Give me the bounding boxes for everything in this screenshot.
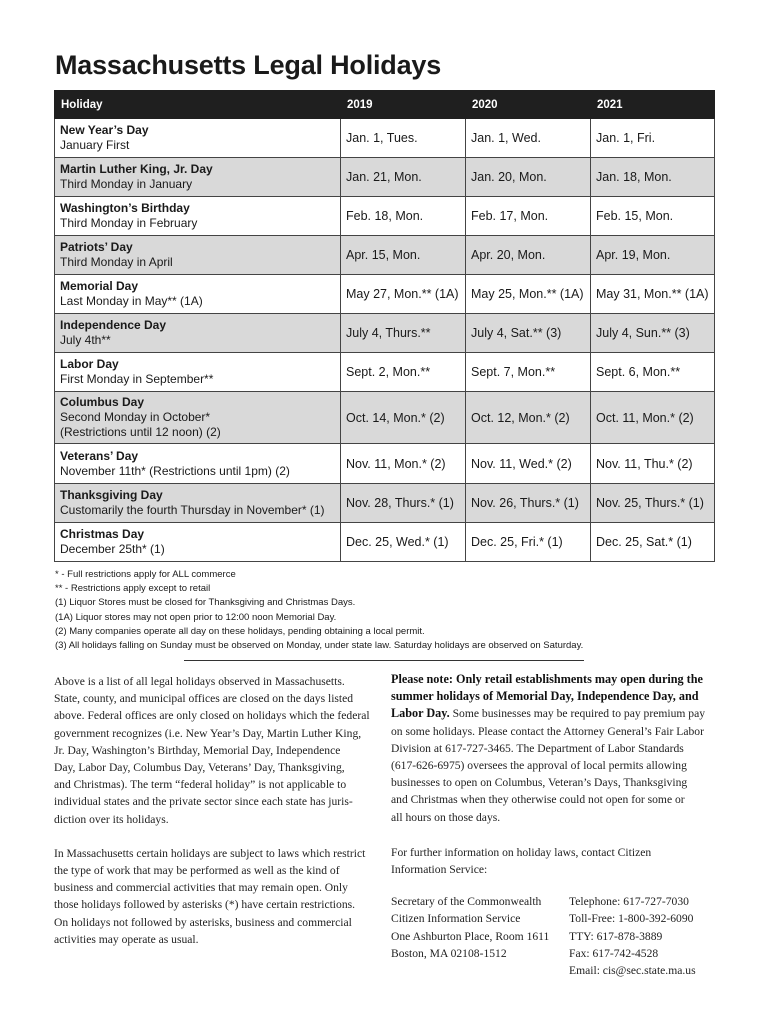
date-cell-2020: Nov. 11, Wed.* (2) <box>466 444 591 484</box>
holiday-cell <box>55 158 341 197</box>
table-row <box>55 523 715 562</box>
holiday-name: Columbus Day <box>60 395 145 409</box>
text-line: and Christmas when they otherwise could not open for some or <box>391 793 685 807</box>
holiday-rule: Last Monday in May** (1A) <box>60 294 203 308</box>
right-column <box>391 671 716 878</box>
header-2021: 2021 <box>591 91 715 119</box>
holiday-name: Martin Luther King, Jr. Day <box>60 162 213 176</box>
holiday-cell <box>55 484 341 523</box>
contact-phones <box>569 893 729 979</box>
date-cell-2019: Nov. 11, Mon.* (2) <box>341 444 466 484</box>
holiday-cell <box>55 119 341 158</box>
holiday-name: New Year’s Day <box>60 123 149 137</box>
address-line: Citizen Information Service <box>391 912 521 926</box>
text-line: businesses to open on Columbus, Veteran’s Days, Thanksgiving <box>391 776 688 790</box>
text-line: Division at 617-727-3465. The Department of Labor Standards <box>391 741 684 755</box>
date-cell-2021: Jan. 1, Fri. <box>591 119 715 158</box>
date-cell-2021: Dec. 25, Sat.* (1) <box>591 523 715 562</box>
text-line: business and commercial activities that may remain open. Only <box>54 881 348 895</box>
table-row <box>55 236 715 275</box>
table-row <box>55 484 715 523</box>
date-cell-2019: Sept. 2, Mon.** <box>341 353 466 392</box>
restrictions-paragraph <box>54 845 376 948</box>
date-cell-2020: Oct. 12, Mon.* (2) <box>466 392 591 444</box>
table-row <box>55 314 715 353</box>
email-link[interactable]: Email: cis@sec.state.ma.us <box>569 964 696 978</box>
date-cell-2020: Jan. 1, Wed. <box>466 119 591 158</box>
header-2020: 2020 <box>466 91 591 119</box>
table-row <box>55 392 715 444</box>
text-line: the type of work that may be performed as well as the kind of <box>54 864 340 878</box>
text-line: On holidays not followed by asterisks, business and commercial <box>54 915 352 929</box>
text-line: individual states and the private sector since each state has juris- <box>54 795 353 809</box>
text-line: and Christmas). The term “federal holiday” is not applicable to <box>54 778 347 792</box>
table-header-row <box>55 91 715 119</box>
holiday-rule: Third Monday in April <box>60 255 173 269</box>
date-cell-2021: Oct. 11, Mon.* (2) <box>591 392 715 444</box>
holiday-cell <box>55 353 341 392</box>
holiday-cell <box>55 275 341 314</box>
holiday-name: Veterans’ Day <box>60 448 139 463</box>
holiday-cell <box>55 236 341 275</box>
table-row <box>55 353 715 392</box>
date-cell-2020: Nov. 26, Thurs.* (1) <box>466 484 591 523</box>
holiday-name: Memorial Day <box>60 279 139 293</box>
date-cell-2019: Feb. 18, Mon. <box>341 197 466 236</box>
date-cell-2020: July 4, Sat.** (3) <box>466 314 591 353</box>
footnote: ** - Restrictions apply except to retail <box>55 583 211 595</box>
holiday-cell <box>55 392 341 444</box>
tty: TTY: 617-878-3889 <box>569 929 663 943</box>
holiday-rule: Third Monday in January <box>60 177 193 191</box>
text-line: summer holidays of Memorial Day, Independence Day, and <box>391 689 699 704</box>
date-cell-2020: Feb. 17, Mon. <box>466 197 591 236</box>
date-cell-2021: Nov. 25, Thurs.* (1) <box>591 484 715 523</box>
text-line: Above is a list of all legal holidays observed in Massachusetts. <box>54 675 345 688</box>
holiday-rule: Second Monday in October* <box>60 410 211 424</box>
divider <box>184 660 584 661</box>
text-line: Information Service: <box>391 863 488 877</box>
text-line: Some businesses may be required to pay premium pay <box>449 707 706 721</box>
holiday-rule: November 11th* (Restrictions until 1pm) (2) <box>60 463 290 478</box>
footnotes <box>55 568 715 653</box>
holiday-cell <box>55 197 341 236</box>
table-row <box>55 444 715 484</box>
date-cell-2019: May 27, Mon.** (1A) <box>341 275 466 314</box>
text-line: In Massachusetts certain holidays are subject to laws which restrict <box>54 846 366 860</box>
holidays-table <box>54 90 715 562</box>
text-line: Labor Day. <box>391 706 450 721</box>
intro-paragraph <box>54 673 376 828</box>
holiday-name: Thanksgiving Day <box>60 488 163 502</box>
date-cell-2020: Jan. 20, Mon. <box>466 158 591 197</box>
holiday-name: Washington’s Birthday <box>60 201 190 215</box>
text-line: Please note: Only retail establishments may open during the <box>391 672 703 686</box>
footnote: * - Full restrictions apply for ALL commerce <box>55 569 236 580</box>
left-column <box>54 673 376 965</box>
date-cell-2021: Sept. 6, Mon.** <box>591 353 715 392</box>
address-line: Secretary of the Commonwealth <box>391 895 542 908</box>
header-2019: 2019 <box>341 91 466 119</box>
page-title: Massachusetts Legal Holidays <box>55 50 442 80</box>
holiday-cell <box>55 314 341 353</box>
date-cell-2021: Feb. 15, Mon. <box>591 197 715 236</box>
holiday-rule: Customarily the fourth Thursday in November* (1) <box>60 503 325 517</box>
date-cell-2019: Jan. 1, Tues. <box>341 119 466 158</box>
holiday-cell <box>55 523 341 562</box>
date-cell-2021: July 4, Sun.** (3) <box>591 314 715 353</box>
date-cell-2020: Sept. 7, Mon.** <box>466 353 591 392</box>
holiday-rule: First Monday in September** <box>60 372 214 386</box>
holiday-rule: July 4th** <box>60 333 111 347</box>
holiday-rule: January First <box>60 138 130 152</box>
table-row <box>55 158 715 197</box>
table-row <box>55 119 715 158</box>
text-line: those holidays followed by asterisks (*) have certain restrictions. <box>54 898 356 912</box>
holiday-name: Independence Day <box>60 318 167 332</box>
footnote: (1) Liquor Stores must be closed for Thanksgiving and Christmas Days. <box>55 597 356 609</box>
holiday-rule: Third Monday in February <box>60 216 198 230</box>
text-line: government recognizes (i.e. New Year’s Day, Martin Luther King, <box>54 726 362 740</box>
footnote: (1A) Liquor stores may not open prior to 12:00 noon Memorial Day. <box>55 611 337 623</box>
date-cell-2019: Oct. 14, Mon.* (2) <box>341 392 466 444</box>
header-holiday: Holiday <box>55 91 341 119</box>
text-line: State, county, and municipal offices are closed on the days listed <box>54 692 354 706</box>
text-line: all hours on those days. <box>391 810 501 824</box>
text-line: Day, Labor Day, Columbus Day, Veterans’ Day, Thanksgiving, <box>54 761 345 775</box>
text-line: on some holidays. Please contact the Attorney General’s Fair Labor <box>391 724 704 738</box>
date-cell-2020: Dec. 25, Fri.* (1) <box>466 523 591 562</box>
date-cell-2021: May 31, Mon.** (1A) <box>591 275 715 314</box>
text-line: diction over its holidays. <box>54 812 169 826</box>
date-cell-2019: Jan. 21, Mon. <box>341 158 466 197</box>
date-cell-2019: Nov. 28, Thurs.* (1) <box>341 484 466 523</box>
further-info-paragraph <box>391 844 716 878</box>
contact-address <box>391 893 571 962</box>
address-line: One Ashburton Place, Room 1611 <box>391 929 550 943</box>
holiday-name: Patriots’ Day <box>60 240 133 254</box>
text-line: above. Federal offices are only closed on holidays which the federal <box>54 709 370 723</box>
text-line: activities may operate as usual. <box>54 932 199 946</box>
address-line: Boston, MA 02108-1512 <box>391 946 507 960</box>
footnote: (2) Many companies operate all day on these holidays, pending obtaining a local permit. <box>55 625 425 637</box>
holiday-name: Christmas Day <box>60 527 145 541</box>
date-cell-2020: Apr. 20, Mon. <box>466 236 591 275</box>
table-row <box>55 197 715 236</box>
table-row <box>55 275 715 314</box>
date-cell-2021: Apr. 19, Mon. <box>591 236 715 275</box>
date-cell-2019: July 4, Thurs.** <box>341 314 466 353</box>
text-line: (617-626-6975) oversees the approval of local permits allowing <box>391 759 687 773</box>
fax: Fax: 617-742-4528 <box>569 946 659 960</box>
text-line: For further information on holiday laws, contact Citizen <box>391 845 652 859</box>
date-cell-2019: Dec. 25, Wed.* (1) <box>341 523 466 562</box>
date-cell-2019: Apr. 15, Mon. <box>341 236 466 275</box>
date-cell-2021: Nov. 11, Thu.* (2) <box>591 444 715 484</box>
holiday-rule: (Restrictions until 12 noon) (2) <box>60 425 221 439</box>
telephone: Telephone: 617-727-7030 <box>569 895 689 908</box>
retail-note-paragraph <box>391 671 716 826</box>
text-line: Jr. Day, Washington’s Birthday, Memorial Day, Independence <box>54 743 341 757</box>
date-cell-2021: Jan. 18, Mon. <box>591 158 715 197</box>
holiday-name: Labor Day <box>60 357 119 371</box>
holiday-rule: December 25th* (1) <box>60 542 165 556</box>
date-cell-2020: May 25, Mon.** (1A) <box>466 275 591 314</box>
holiday-cell <box>55 444 341 484</box>
footnote: (3) All holidays falling on Sunday must be observed on Monday, under state law. Saturday holidays are observed on Saturday. <box>55 640 584 652</box>
toll-free: Toll-Free: 1-800-392-6090 <box>569 912 694 926</box>
